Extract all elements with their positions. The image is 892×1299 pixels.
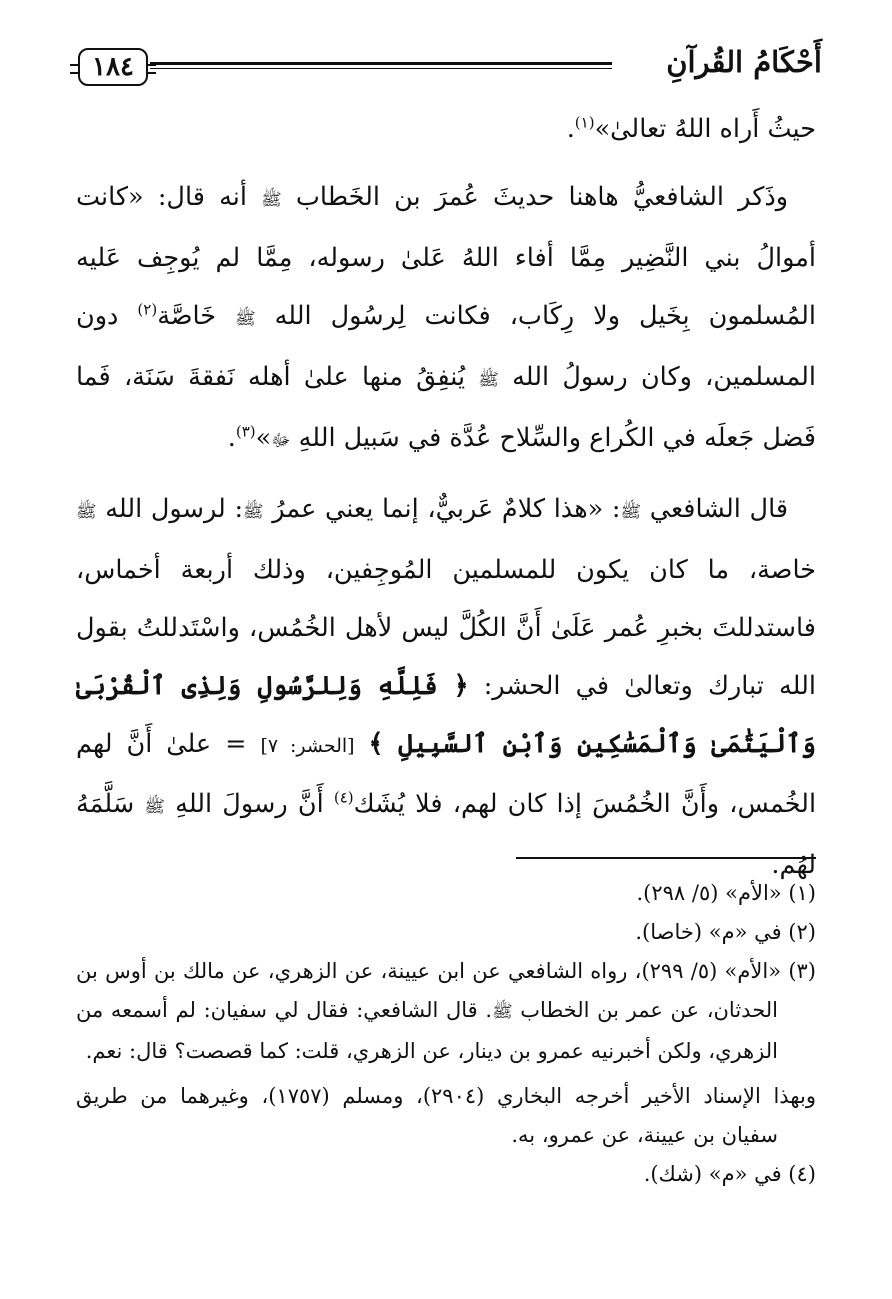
footnote-3: (٣) «الأم» (٥/ ٢٩٩)، رواه الشافعي عن ابن عيينة، عن الزهري، عن مالك بن أوس بن الحدثان، عن عمر بن الخطاب ﷺ. قال الشافعي: فقال لي سفيان: لم أسمعه من الزهري، ولكن أخبرنيه عمرو بن دينار، عن الزهري، قلت: كما قصصت؟ قال: نعم. <box>76 959 816 1063</box>
honorific-glyph: ﷺ <box>620 502 642 522</box>
honorific-glyph: ﷻ <box>271 431 291 451</box>
page-title: أَحْكَامُ القُرآنِ <box>666 45 822 79</box>
footnote-ref-3[interactable]: (٣) <box>235 422 256 441</box>
header-rule <box>150 62 612 70</box>
footnotes <box>76 874 816 1194</box>
footnote-2: (٢) في «م» (خاصا). <box>635 920 816 944</box>
honorific-glyph: ﷺ <box>478 370 499 390</box>
footnote-3-continuation: وبهذا الإسناد الأخير أخرجه البخاري (٢٩٠٤)، ومسلم (١٧٥٧)، وغيرهما من طريق سفيان بن عيينة، عن عمرو، به. <box>76 1084 816 1147</box>
footnote-ref-2[interactable]: (٢) <box>137 300 158 319</box>
honorific-glyph: ﷺ <box>261 190 282 210</box>
honorific-glyph: ﷺ <box>76 502 97 522</box>
footnote-4: (٤) في «م» (شك). <box>643 1162 816 1186</box>
footnote-ref-1[interactable]: (١) <box>574 113 595 132</box>
footnote-separator <box>516 857 816 859</box>
paragraph-2: وذَكر الشافعيُّ هاهنا حديثَ عُمرَ بن الخَطاب ﷺ أنه قال: «كانت أموالُ بني النَّضِير مِمَّا أفاء اللهُ عَلىٰ رسوله، مِمَّا لم يُوجِف عَليه المُسلمون بِخَيل ولا رِكَاب، فكانت لِرسُول الله ﷺ خَاصَّة$^{(٢)}$ دون المسلمين، وكان رسولُ الله ﷺ يُنفِقُ منها علىٰ أهله نَفقةَ سَنَة، فَما فَضل جَعلَه في الكُراع والسِّلاح عُدَّة في سَبيل اللهِ ﷻ»$^{(٣)}$. <box>76 182 817 453</box>
footnote-1: (١) «الأم» (٥/ ٢٩٨). <box>636 881 816 905</box>
honorific-glyph: ﷺ <box>492 1002 513 1022</box>
page-header <box>70 40 822 92</box>
page-number: ١٨٤ <box>78 48 148 86</box>
verse-reference: [الحشر: ٧] <box>260 735 355 757</box>
paragraph-1: حيثُ أَراه اللهُ تعالىٰ»$^{(١)}$. <box>566 113 816 144</box>
quran-verse: ﴿ فَلِلَّهِ وَلِلرَّسُولِ وَلِذِى ٱلْقُرْبَىٰ وَٱلْيَتَٰمَىٰ وَٱلْمَسَٰكِينِ وَٱبْنِ ٱلسَّبِيلِ ﴾ <box>76 671 816 759</box>
paragraph-3: قال الشافعي ﷺ: «هذا كلامٌ عَربيٌّ، إنما يعني عمرُ ﷺ: لرسول الله ﷺ خاصة، ما كان يكون للمسلمين المُوجِفين، وذلك أربعة أخماس، فاستدللتَ بخبرِ عُمر عَلَىٰ أَنَّ الكُلَّ ليس لأهل الخُمُس، واسْتَدللتُ بقول الله تبارك وتعالىٰ في الحشر: ﴿ فَلِلَّهِ وَلِلرَّسُولِ وَلِذِى ٱلْقُرْبَىٰ وَٱلْيَتَٰمَىٰ وَٱلْمَسَٰكِينِ وَٱبْنِ ٱلسَّبِيلِ ﴾ [الحشر: ٧] = علىٰ أَنَّ لهم الخُمس، وأَنَّ الخُمُسَ إذا كان لهم، فلا يُشَك$^{(٤)}$ أَنَّ رسولَ اللهِ ﷺ سَلَّمَهُ لهُم. <box>76 494 817 880</box>
footnote-ref-4[interactable]: (٤) <box>333 788 354 807</box>
honorific-glyph: ﷺ <box>235 309 256 329</box>
main-text <box>76 100 816 894</box>
honorific-glyph: ﷺ <box>144 797 165 817</box>
honorific-glyph: ﷺ <box>243 502 264 522</box>
